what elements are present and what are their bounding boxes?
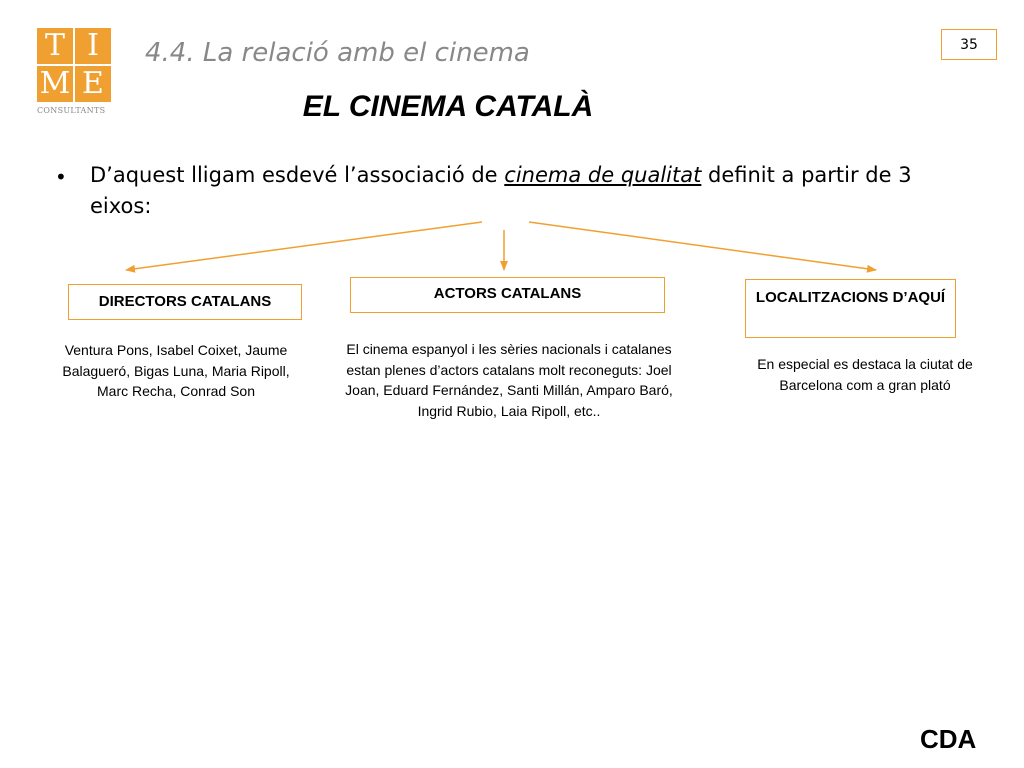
logo-letter-i: I: [75, 28, 111, 64]
bullet-marker: •: [55, 165, 67, 189]
logo-letter-t: T: [37, 28, 73, 64]
axis-box-directors: DIRECTORS CATALANS: [68, 284, 302, 320]
bullet-text-after: definit a partir de 3 eixos:: [90, 163, 912, 218]
footer-label: CDA: [920, 724, 977, 754]
section-title: 4.4. La relació amb el cinema: [145, 38, 530, 68]
axis-description-directors: Ventura Pons, Isabel Coixet, Jaume Balagueró, Bigas Luna, Maria Ripoll, Marc Recha, Conrad Son: [62, 342, 290, 399]
arrow-right: [529, 222, 876, 270]
axis-box-locations: LOCALITZACIONS D’AQUÍ: [745, 279, 956, 338]
logo-letter-m: M: [37, 66, 73, 102]
axis-box-actors: ACTORS CATALANS: [350, 277, 665, 313]
bullet-text-before: D’aquest lligam esdevé l’associació de: [90, 163, 505, 187]
logo-subtitle: CONSULTANTS: [37, 106, 106, 115]
connector-arrows: [0, 0, 1024, 300]
page-number: 35: [941, 29, 997, 60]
bullet-emphasis: cinema de qualitat: [504, 163, 702, 187]
axis-description-actors: El cinema espanyol i les sèries nacionals i catalanes estan plenes d’actors catalans molt reconeguts: Joel Joan, Eduard Fernández, Santi Millán, Amparo Baró, Ingrid Rubio, Laia Ripoll, etc..: [345, 341, 673, 419]
arrow-left: [126, 222, 482, 270]
slide-title: EL CINEMA CATALÀ: [302, 90, 594, 123]
logo-letter-e: E: [75, 66, 111, 102]
axis-description-locations: En especial es destaca la ciutat de Barcelona com a gran plató: [757, 356, 973, 393]
